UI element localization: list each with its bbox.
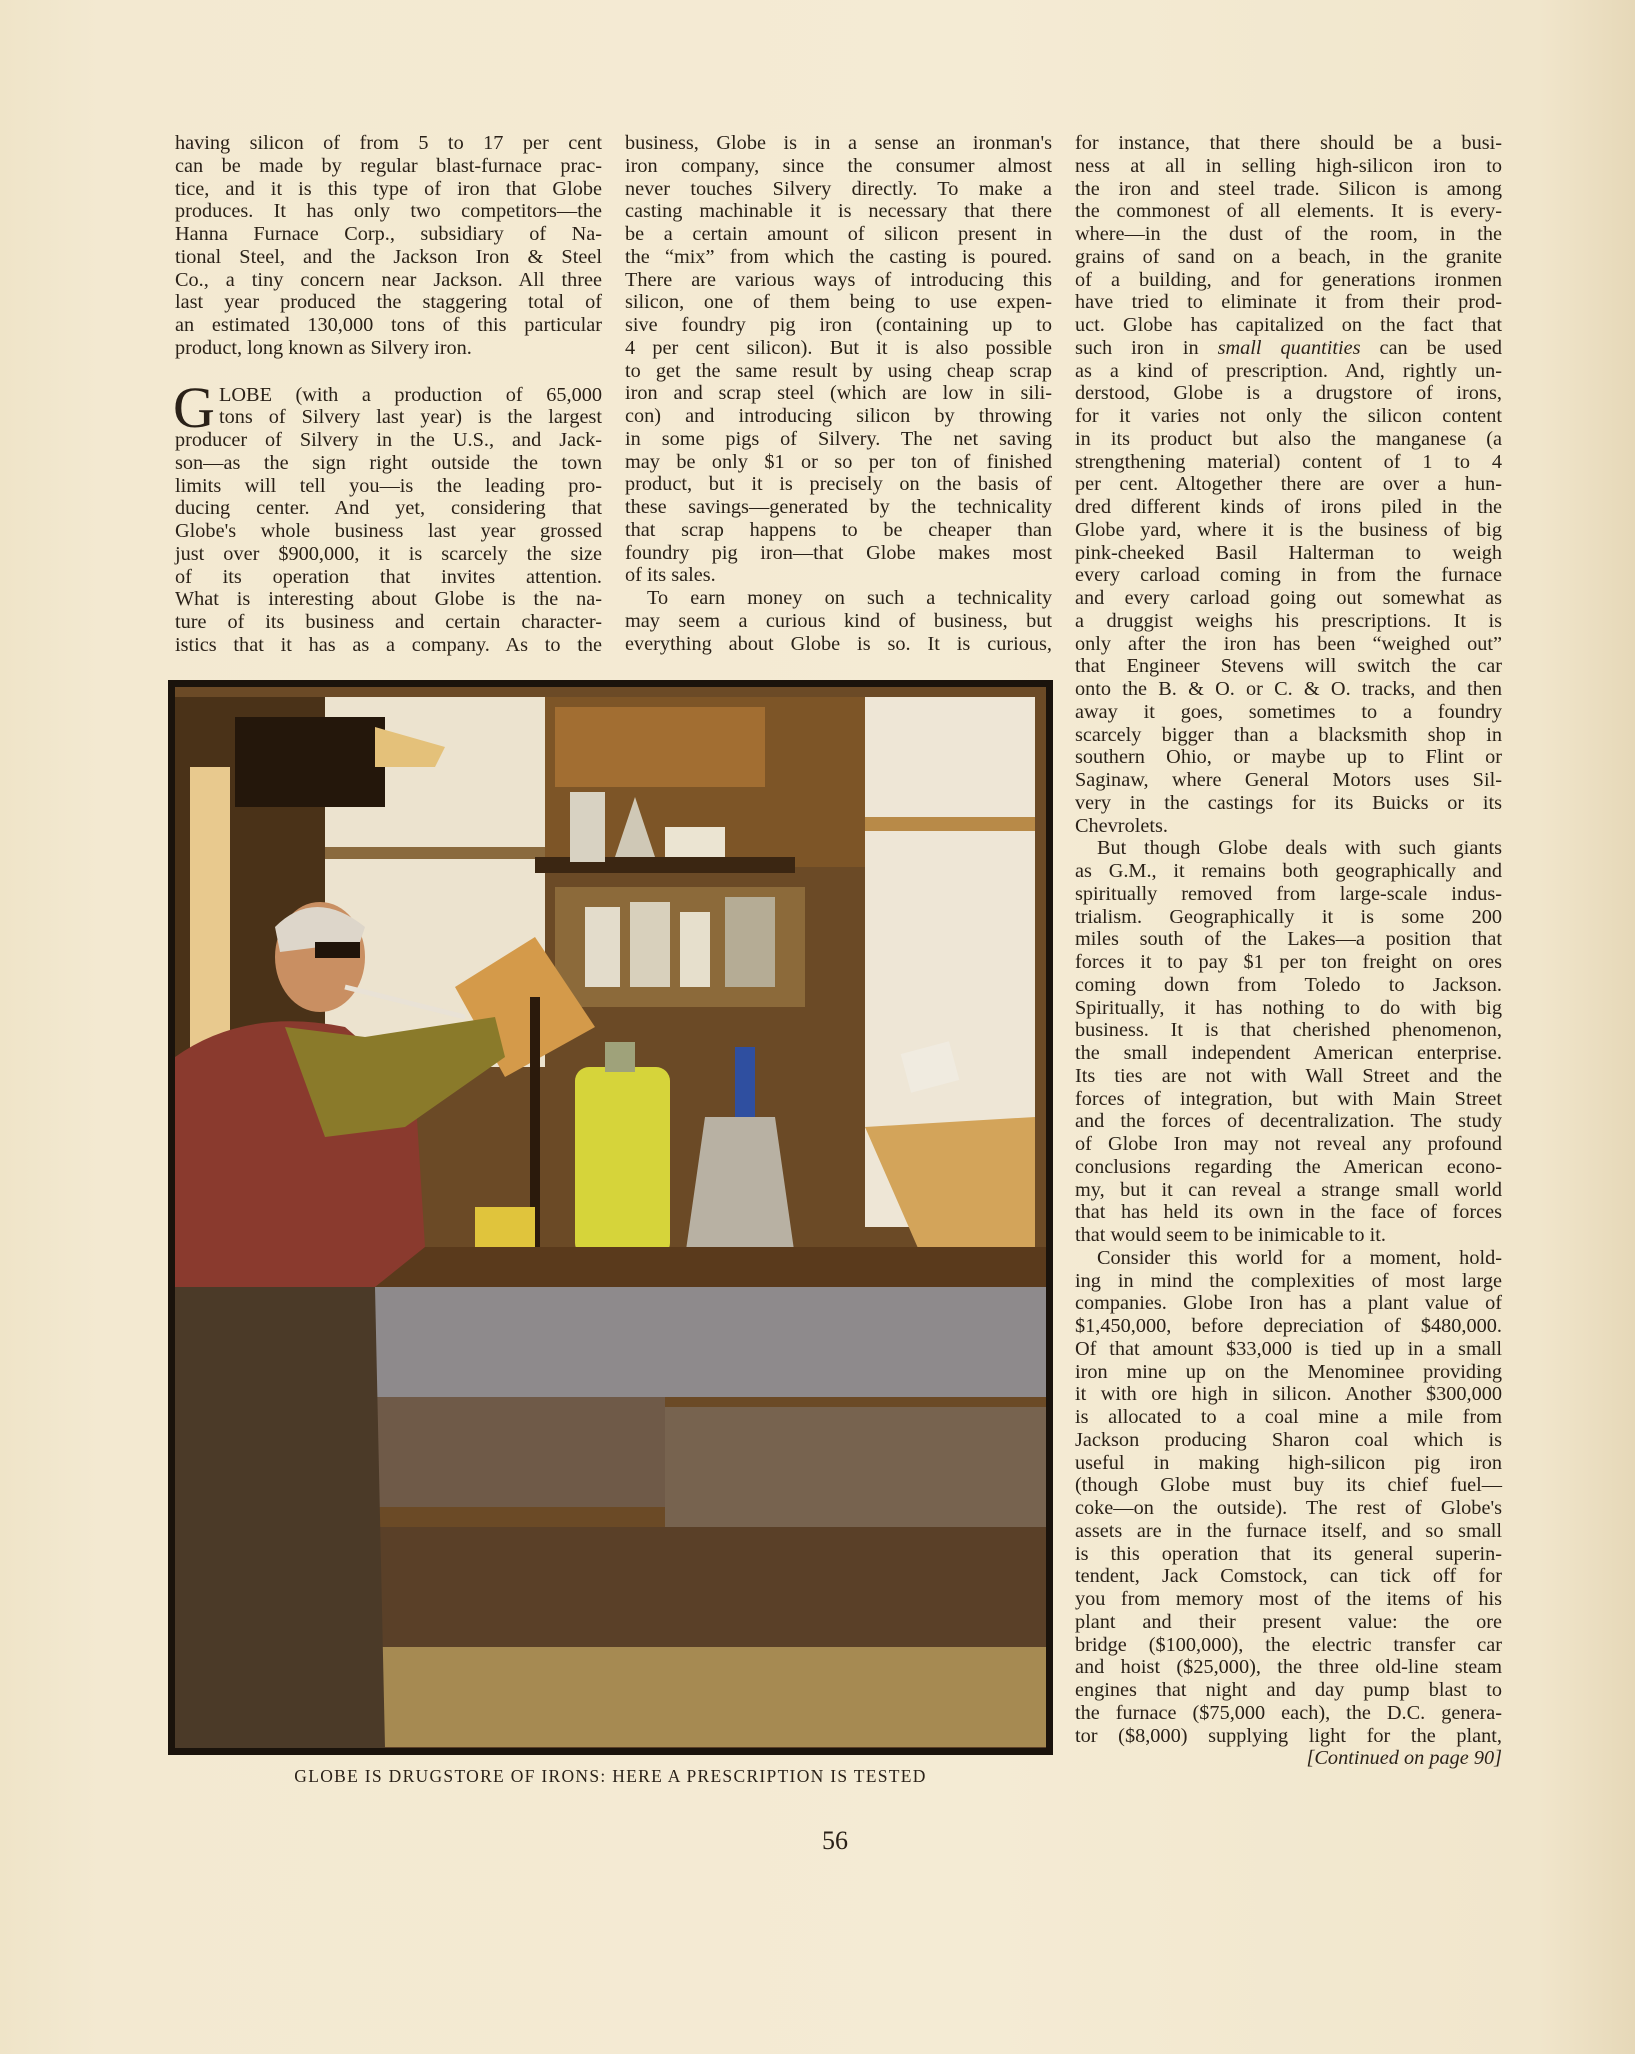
text-line: Jackson producing Sharon coal which is	[1075, 1428, 1502, 1451]
text-line: may be only $1 or so per ton of finished	[625, 450, 1052, 473]
text-line: where—in the dust of the room, in the	[1075, 223, 1502, 245]
text-line: tons of Silvery last year) is the largest	[219, 406, 602, 429]
text-line: scarcely bigger than a blacksmith shop in	[1075, 723, 1502, 746]
paragraph	[1075, 1247, 1502, 1748]
text-line: you from memory most of the items of his	[1075, 1588, 1502, 1610]
text-line: as a kind of prescription. And, rightly un-	[1075, 359, 1502, 382]
text-line: business. It is that cherished phenomenon,	[1075, 1019, 1502, 1042]
text-line: 4 per cent silicon). But it is also possible	[625, 336, 1052, 359]
illustration-painting	[168, 680, 1053, 1755]
text-column-2	[625, 132, 1052, 655]
text-line: istics that it has as a company. As to the	[175, 633, 602, 656]
text-line: tor ($8,000) supplying light for the plant,	[1075, 1724, 1502, 1747]
text-line: only after the iron has been “weighed out”	[1075, 632, 1502, 655]
text-line: and every carload going out somewhat as	[1075, 587, 1502, 609]
text-line: product, long known as Silvery iron.	[175, 336, 472, 359]
text-line: Hanna Furnace Corp., subsidiary of Na-	[175, 223, 602, 245]
man-trousers	[175, 1287, 385, 1748]
text-line: produces. It has only two competitors—the	[175, 200, 602, 223]
paragraph	[173, 374, 602, 657]
text-line: for instance, that there should be a busi-	[1075, 132, 1502, 154]
text-line: a druggist weighs his prescriptions. It is	[1075, 609, 1502, 632]
paragraph	[625, 132, 1052, 587]
text-line: $1,450,000, before depreciation of $480,000.	[1075, 1315, 1502, 1337]
text-line: pink-cheeked Basil Halterman to weigh	[1075, 541, 1502, 564]
text-line: companies. Globe Iron has a plant value of	[1075, 1292, 1502, 1315]
text-line: iron and scrap steel (which are low in sili-	[625, 382, 1052, 405]
text-line: useful in making high-silicon pig iron	[1075, 1451, 1502, 1474]
text-line: everything about Globe is so. It is curious,	[625, 632, 1052, 655]
text-line: plant and their present value: the ore	[1075, 1610, 1502, 1633]
text-line: the small independent American enterprise.	[1075, 1042, 1502, 1064]
text-line: limits will tell you—is the leading pro-	[175, 474, 602, 497]
text-line: ness at all in selling high-silicon iron to	[1075, 154, 1502, 177]
text-line: con) and introducing silicon by throwing	[625, 405, 1052, 427]
text-line: of Globe Iron may not reveal any profound	[1075, 1133, 1502, 1155]
text-line: very in the castings for its Buicks or its	[1075, 791, 1502, 814]
text-line: be a certain amount of silicon present in	[625, 223, 1052, 245]
text-line: the “mix” from which the casting is poured.	[625, 245, 1052, 268]
text-line: spiritually removed from large-scale indus-	[1075, 882, 1502, 905]
text-line: every carload coming in from the furnace	[1075, 564, 1502, 587]
text-line: Co., a tiny concern near Jackson. All three	[175, 268, 602, 291]
page-number: 56	[822, 1826, 848, 1855]
text-line: onto the B. & O. or C. & O. tracks, and then	[1075, 678, 1502, 700]
text-line: is allocated to a coal mine a mile from	[1075, 1406, 1502, 1428]
text-line: iron company, since the consumer almost	[625, 154, 1052, 177]
painting-laboratory-scene	[175, 687, 1046, 1748]
text-line: strengthening material) content of 1 to 4	[1075, 450, 1502, 473]
text-line: may seem a curious kind of business, but	[625, 609, 1052, 632]
text-line: conclusions regarding the American econo-	[1075, 1155, 1502, 1178]
text-line: and the forces of decentralization. The study	[1075, 1110, 1502, 1133]
text-line: (though Globe must buy its chief fuel—	[1075, 1474, 1502, 1497]
text-line: forces of integration, but with Main Street	[1075, 1087, 1502, 1110]
text-line: for it varies not only the silicon content	[1075, 405, 1502, 427]
text-line: to get the same result by using cheap scrap	[625, 359, 1052, 382]
text-line: last year produced the staggering total of	[175, 291, 602, 314]
text-line: ducing center. And yet, considering that	[175, 497, 602, 520]
text-line: of its sales.	[625, 564, 716, 587]
text-line: that scrap happens to be cheaper than	[625, 518, 1052, 541]
paragraph	[175, 132, 602, 360]
text-line: miles south of the Lakes—a position that	[1075, 928, 1502, 951]
text-line: Spiritually, it has nothing to do with big	[1075, 996, 1502, 1019]
text-line: trialism. Geographically it is some 200	[1075, 905, 1502, 928]
text-line: grains of sand on a beach, in the granite	[1075, 245, 1502, 268]
paragraph	[625, 587, 1052, 655]
text-line: my, but it can reveal a strange small world	[1075, 1178, 1502, 1201]
paragraph	[1075, 132, 1502, 837]
text-line: southern Ohio, or maybe up to Flint or	[1075, 746, 1502, 769]
text-line: these savings—generated by the technicality	[625, 496, 1052, 518]
text-column-3	[1075, 132, 1502, 1770]
text-column-1	[175, 132, 602, 657]
text-line: Consider this world for a moment, hold-	[1097, 1246, 1502, 1269]
text-line: Chevrolets.	[1075, 814, 1168, 837]
text-line: of a building, and for generations ironmen	[1075, 268, 1502, 291]
text-line: it with ore high in silicon. Another $300,000	[1075, 1383, 1502, 1406]
text-line: Of that amount $33,000 is tied up in a small	[1075, 1337, 1502, 1360]
text-line: Globe yard, where it is the business of big	[1075, 518, 1502, 541]
text-line: ing in mind the complexities of most large	[1075, 1269, 1502, 1292]
text-line: business, Globe is in a sense an ironman's	[625, 132, 1052, 154]
text-line: assets are in the furnace itself, and so small	[1075, 1519, 1502, 1542]
text-line: away it goes, sometimes to a foundry	[1075, 700, 1502, 723]
continued-notice: [Continued on page 90]	[1306, 1747, 1502, 1770]
text-line: Globe's whole business last year grossed	[175, 520, 602, 542]
text-line: son—as the sign right outside the town	[175, 451, 602, 474]
text-line	[1075, 337, 1502, 360]
text-line: can be made by regular blast-furnace prac-	[175, 154, 602, 177]
text-line: in some pigs of Silvery. The net saving	[625, 427, 1052, 450]
text-line: silicon, one of them being to use expen-	[625, 291, 1052, 314]
text-line: dred different kinds of irons piled in the	[1075, 496, 1502, 518]
text-line: the furnace ($75,000 each), the D.C. genera-	[1075, 1701, 1502, 1724]
text-line: coke—on the outside). The rest of Globe's	[1075, 1497, 1502, 1519]
italic-text: small quantities	[1217, 336, 1361, 359]
text-line: and hoist ($25,000), the three old-line steam	[1075, 1656, 1502, 1679]
bottle	[570, 792, 605, 862]
text-line: uct. Globe has capitalized on the fact that	[1075, 314, 1502, 336]
text-line: that has held its own in the face of forces	[1075, 1201, 1502, 1224]
text-line: coming down from Toledo to Jackson.	[1075, 973, 1502, 996]
text-line: as G.M., it remains both geographically and	[1075, 860, 1502, 882]
text-line: Its ties are not with Wall Street and the	[1075, 1064, 1502, 1087]
text-line: never touches Silvery directly. To make a	[625, 177, 1052, 200]
text-line: having silicon of from 5 to 17 per cent	[175, 132, 602, 154]
text-line: derstood, Globe is a drugstore of irons,	[1075, 382, 1502, 405]
text-line: tional Steel, and the Jackson Iron & Steel	[175, 245, 602, 268]
text-line: that Engineer Stevens will switch the car	[1075, 655, 1502, 678]
text-segment: can be used	[1360, 336, 1502, 359]
text-line: LOBE (with a production of 65,000	[219, 383, 602, 406]
figure-caption: GLOBE IS DRUGSTORE OF IRONS: HERE A PRESCRIPTION IS TESTED	[294, 1766, 927, 1786]
text-line: What is interesting about Globe is the na-	[175, 588, 602, 611]
text-line: tice, and it is this type of iron that Globe	[175, 177, 602, 200]
text-line: that would seem to be inimicable to it.	[1075, 1224, 1386, 1246]
paragraph	[1075, 837, 1502, 1247]
text-line: foundry pig iron—that Globe makes most	[625, 541, 1052, 564]
text-line: bridge ($100,000), the electric transfer car	[1075, 1633, 1502, 1656]
text-line: Saginaw, where General Motors uses Sil-	[1075, 769, 1502, 791]
text-line: There are various ways of introducing this	[625, 268, 1052, 291]
text-segment: such iron in	[1075, 336, 1218, 359]
text-line: in its product but also the manganese (a	[1075, 427, 1502, 450]
yellow-jug	[575, 1067, 670, 1257]
text-line: producer of Silvery in the U.S., and Jack-	[175, 429, 602, 451]
text-line: have tried to eliminate it from their prod-	[1075, 291, 1502, 314]
text-line: per cent. Altogether there are over a hun-	[1075, 473, 1502, 496]
text-line: of its operation that invites attention.	[175, 565, 602, 588]
text-line: the commonest of all elements. It is every-	[1075, 200, 1502, 223]
text-line: an estimated 130,000 tons of this particular	[175, 314, 602, 336]
text-line: forces it to pay $1 per ton freight on ores	[1075, 951, 1502, 973]
text-line: just over $900,000, it is scarcely the size	[175, 542, 602, 565]
text-line: iron mine up on the Menominee providing	[1075, 1360, 1502, 1383]
text-line: the iron and steel trade. Silicon is among	[1075, 177, 1502, 200]
text-line: sive foundry pig iron (containing up to	[625, 314, 1052, 336]
text-line: is this operation that its general superin-	[1075, 1542, 1502, 1565]
text-line: product, but it is precisely on the basis of	[625, 473, 1052, 496]
text-line: casting machinable it is necessary that there	[625, 200, 1052, 223]
text-line: ture of its business and certain character-	[175, 611, 602, 633]
text-line: tendent, Jack Comstock, can tick off for	[1075, 1565, 1502, 1588]
text-line: To earn money on such a technicality	[647, 587, 1052, 609]
text-line: engines that night and day pump blast to	[1075, 1679, 1502, 1701]
text-line: But though Globe deals with such giants	[1097, 837, 1502, 860]
drop-cap: G	[173, 374, 215, 440]
